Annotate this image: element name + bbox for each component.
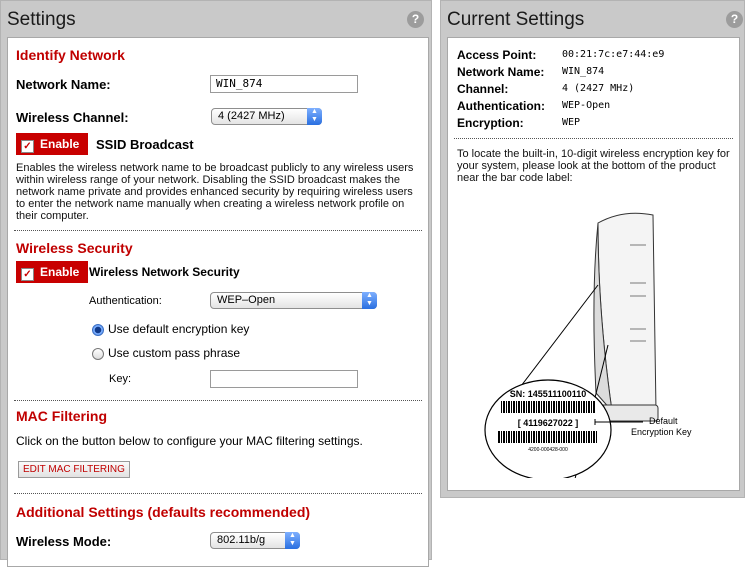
label-part-text: 4200-000428-000 [528,447,568,453]
settings-body [7,37,429,567]
access-point-label: Access Point: [457,48,537,62]
wireless-channel-label: Wireless Channel: [16,110,129,125]
chevron-updown-icon: ▲ ▼ [362,292,377,309]
barcode-lower [498,431,598,443]
current-settings-body [447,37,740,491]
ssid-broadcast-label: SSID Broadcast [96,137,194,152]
barcode-upper [500,401,596,413]
identify-network-heading: Identify Network [16,47,125,63]
authentication-label: Authentication: [457,99,545,113]
channel-label: Channel: [457,82,509,96]
ssid-enable-label: Enable [40,137,80,151]
network-name-input[interactable]: WIN_874 [210,75,358,93]
current-settings-title: Current Settings [447,9,585,30]
encryption-label: Encryption: [457,116,524,130]
network-name-label: Network Name: [16,77,111,92]
router-label-illustration [448,193,740,478]
chevron-updown-icon: ▲ ▼ [307,108,322,125]
ssid-description: Enables the wireless network name to be broadcast publicly to any wireless users within wireless range of your network. Disabling the SSID broadcast makes the network name private and provides enhanced security by requiring wireless users to enter the network name manually when creating a wireless network profile on their computer. [16,162,414,222]
chevron-updown-icon: ▲ ▼ [285,532,300,549]
label-key-text: [ 4119627022 ] [517,418,579,428]
mac-filtering-heading: MAC Filtering [16,408,107,424]
checkbox-checked-icon: ✓ [21,140,34,153]
key-label: Key: [109,373,132,385]
custom-passphrase-label: Use custom pass phrase [108,346,241,360]
access-point-value: 00:21:7c:e7:44:e9 [562,49,665,60]
divider [14,400,422,401]
authentication-select[interactable] [210,292,377,309]
wireless-mode-select[interactable] [210,532,300,549]
checkbox-checked-icon: ✓ [21,268,34,281]
mac-filtering-description: Click on the button below to configure your MAC filtering settings. [16,434,363,448]
callout-encryption-key-text: Encryption Key [631,427,692,437]
help-icon[interactable]: ? [407,11,424,28]
default-key-label: Use default encryption key [108,322,250,336]
callout-default-text: Default [649,416,678,426]
encryption-value: WEP [562,117,581,128]
settings-title: Settings [7,9,76,30]
divider [454,138,733,139]
ssid-enable-toggle[interactable] [16,133,88,155]
network-name-value: WIN_874 [562,66,605,77]
wireless-mode-label: Wireless Mode: [16,534,112,549]
authentication-value: WEP-Open [562,100,611,111]
custom-passphrase-radio[interactable] [92,348,104,360]
authentication-value: WEP–Open [217,294,276,306]
channel-value: 4 (2427 MHz) [562,83,635,94]
wireless-network-security-label: Wireless Network Security [89,265,240,279]
help-icon[interactable]: ? [726,11,743,28]
wireless-channel-select[interactable] [211,108,322,125]
divider [14,493,422,494]
divider [14,230,422,231]
default-key-radio[interactable] [92,324,104,336]
encryption-key-instructions: To locate the built-in, 10-digit wireless encryption key for your system, please look at the bottom of the product near the bar code label: [457,148,730,184]
label-sn-text: SN: 145511100110 [509,389,587,399]
wireless-mode-value: 802.11b/g [217,534,266,546]
network-name-label: Network Name: [457,65,545,79]
edit-mac-filtering-button[interactable]: EDIT MAC FILTERING [18,461,130,478]
authentication-label: Authentication: [89,295,162,307]
key-input[interactable] [210,370,358,388]
wireless-security-heading: Wireless Security [16,240,133,256]
wireless-channel-value: 4 (2427 MHz) [218,110,285,122]
security-enable-toggle[interactable] [16,261,88,283]
security-enable-label: Enable [40,265,80,279]
additional-settings-heading: Additional Settings (defaults recommended) [16,504,311,520]
current-settings-panel [440,0,745,498]
